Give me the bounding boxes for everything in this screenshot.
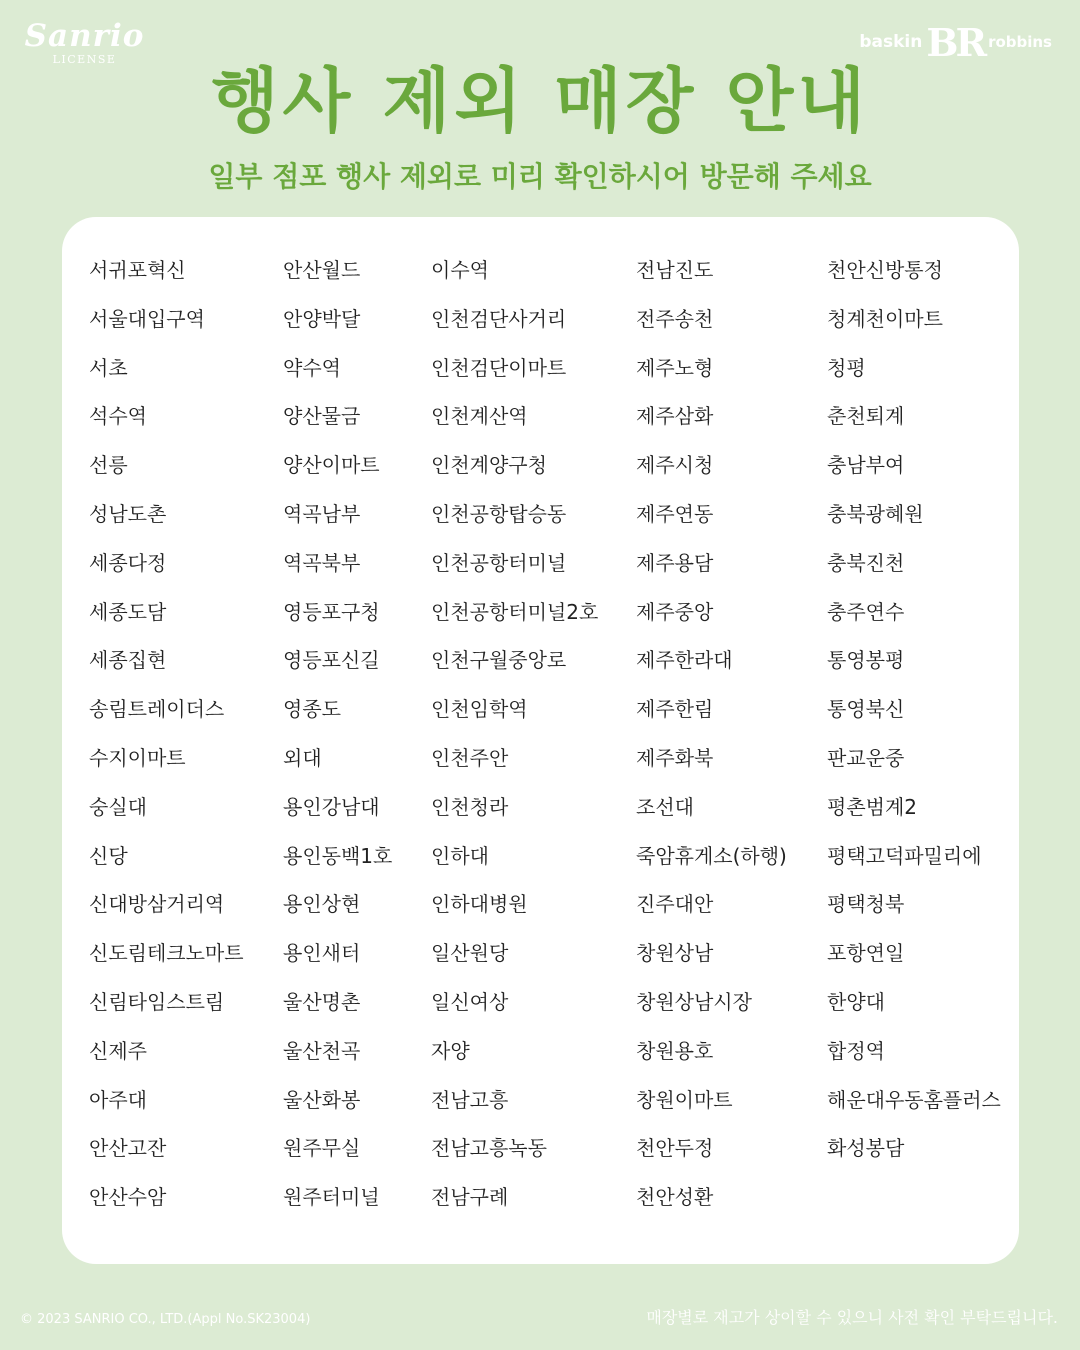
store-item: 외대 xyxy=(283,745,322,770)
store-item: 아주대 xyxy=(89,1087,147,1112)
store-item: 판교운중 xyxy=(827,745,905,770)
store-item: 평택고덕파밀리에 xyxy=(827,843,982,868)
store-item: 양산이마트 xyxy=(283,453,380,478)
store-item: 용인새터 xyxy=(283,941,361,966)
store-item: 인천검단사거리 xyxy=(431,306,567,331)
store-item: 춘천퇴계 xyxy=(827,404,905,429)
store-item: 안산수암 xyxy=(89,1185,167,1210)
store-item: 안산고잔 xyxy=(89,1136,167,1161)
store-item: 충남부여 xyxy=(827,453,905,478)
store-item: 인천공항탑승동 xyxy=(431,501,567,526)
store-item: 천안성환 xyxy=(636,1185,714,1210)
store-item: 신림타임스트림 xyxy=(89,989,225,1014)
store-item: 역곡남부 xyxy=(283,501,361,526)
store-item: 서귀포혁신 xyxy=(89,258,186,282)
store-item: 용인강남대 xyxy=(283,794,380,819)
page-subtitle: 일부 점포 행사 제외로 미리 확인하시어 방문해 주세요 xyxy=(208,160,872,193)
store-item: 일신여상 xyxy=(431,989,509,1014)
store-item: 영종도 xyxy=(283,697,341,722)
store-item: 양산물금 xyxy=(283,404,361,429)
store-item: 석수역 xyxy=(89,404,147,429)
store-item: 진주대안 xyxy=(636,892,714,917)
store-item: 제주연동 xyxy=(636,501,714,526)
store-item: 선릉 xyxy=(89,453,128,478)
store-item: 제주한림 xyxy=(636,697,714,722)
store-column-3 xyxy=(431,252,598,1228)
store-item: 창원상남 xyxy=(636,941,714,966)
store-item: 인천공항터미널2호 xyxy=(431,599,599,624)
copyright-text: © 2023 SANRIO CO., LTD.(Appl No.SK23004) xyxy=(20,1312,311,1327)
store-item: 평택청북 xyxy=(827,892,905,917)
store-item: 합정역 xyxy=(827,1038,885,1063)
store-item: 서초 xyxy=(89,355,128,380)
br-logo-left: baskin xyxy=(859,32,923,52)
store-item: 울산천곡 xyxy=(283,1038,361,1063)
store-column-5 xyxy=(827,252,1001,1179)
sanrio-logo-word: Sanrio xyxy=(24,18,145,54)
store-item: 제주중앙 xyxy=(636,599,714,624)
store-item: 제주화북 xyxy=(636,745,714,770)
page-title: 행사 제외 매장 안내 xyxy=(210,60,870,142)
store-item: 조선대 xyxy=(636,794,694,819)
store-item: 울산명촌 xyxy=(283,989,361,1014)
store-item: 인천검단이마트 xyxy=(431,355,567,380)
store-item: 충북진천 xyxy=(827,550,905,575)
sanrio-logo-sub: LICENSE xyxy=(52,53,117,66)
store-item: 창원이마트 xyxy=(636,1087,733,1112)
store-list-card xyxy=(62,217,1019,1264)
store-item: 제주한라대 xyxy=(636,648,733,673)
store-column-2 xyxy=(283,252,392,1228)
store-item: 인천주안 xyxy=(431,745,509,770)
store-column-1 xyxy=(89,252,244,1228)
store-item: 제주노형 xyxy=(636,355,714,380)
store-item: 자양 xyxy=(431,1038,470,1063)
store-item: 역곡북부 xyxy=(283,550,361,575)
store-item: 안양박달 xyxy=(283,306,361,331)
store-item: 전남진도 xyxy=(636,258,714,282)
br-logo-mark: BR xyxy=(926,19,985,65)
store-item: 영등포신길 xyxy=(283,648,380,673)
store-item: 신대방삼거리역 xyxy=(89,892,225,917)
store-item: 청평 xyxy=(827,355,866,380)
store-item: 인하대병원 xyxy=(431,892,528,917)
br-logo-right: robbins xyxy=(988,33,1052,51)
store-item: 청계천이마트 xyxy=(827,306,943,331)
store-item: 원주터미널 xyxy=(283,1185,380,1210)
store-item: 전남구례 xyxy=(431,1185,509,1210)
store-item: 인천구월중앙로 xyxy=(431,648,567,673)
store-item: 천안두정 xyxy=(636,1136,714,1161)
store-item: 제주시청 xyxy=(636,453,714,478)
store-item: 용인상현 xyxy=(283,892,361,917)
store-item: 일산원당 xyxy=(431,941,509,966)
store-item: 성남도촌 xyxy=(89,501,167,526)
store-item: 울산화봉 xyxy=(283,1087,361,1112)
store-item: 충주연수 xyxy=(827,599,905,624)
footer-notice: 매장별로 재고가 상이할 수 있으니 사전 확인 부탁드립니다. xyxy=(646,1308,1058,1327)
store-column-4 xyxy=(636,252,787,1228)
store-item: 세종집현 xyxy=(89,648,167,673)
store-item: 전남고흥 xyxy=(431,1087,509,1112)
store-item: 인천청라 xyxy=(431,794,509,819)
store-item: 죽암휴게소(하행) xyxy=(636,843,787,868)
store-item: 한양대 xyxy=(827,989,885,1014)
store-item: 해운대우동홈플러스 xyxy=(827,1087,1001,1112)
store-item: 통영북신 xyxy=(827,697,905,722)
store-item: 수지이마트 xyxy=(89,745,186,770)
store-item: 통영봉평 xyxy=(827,648,905,673)
store-item: 이수역 xyxy=(431,258,489,282)
store-item: 신제주 xyxy=(89,1038,147,1063)
store-item: 천안신방통정 xyxy=(827,258,943,282)
store-item: 용인동백1호 xyxy=(283,843,393,868)
store-item: 원주무실 xyxy=(283,1136,361,1161)
store-item: 평촌범계2 xyxy=(827,794,918,819)
store-item: 제주삼화 xyxy=(636,404,714,429)
store-item: 인하대 xyxy=(431,843,489,868)
store-item: 약수역 xyxy=(283,355,341,380)
store-item: 포항연일 xyxy=(827,941,905,966)
store-item: 신도림테크노마트 xyxy=(89,941,244,966)
store-item: 전주송천 xyxy=(636,306,714,331)
store-item: 영등포구청 xyxy=(283,599,380,624)
store-item: 인천공항터미널 xyxy=(431,550,567,575)
store-item: 인천계산역 xyxy=(431,404,528,429)
store-item: 송림트레이더스 xyxy=(89,697,225,722)
store-item: 세종도담 xyxy=(89,599,167,624)
store-item: 세종다정 xyxy=(89,550,167,575)
store-item: 충북광혜원 xyxy=(827,501,924,526)
store-item: 신당 xyxy=(89,843,128,868)
store-item: 화성봉담 xyxy=(827,1136,905,1161)
store-item: 안산월드 xyxy=(283,258,361,282)
store-item: 창원용호 xyxy=(636,1038,714,1063)
store-item: 인천계양구청 xyxy=(431,453,547,478)
store-item: 인천임학역 xyxy=(431,697,528,722)
store-item: 서울대입구역 xyxy=(89,306,205,331)
store-item: 숭실대 xyxy=(89,794,147,819)
store-item: 전남고흥녹동 xyxy=(431,1136,547,1161)
store-item: 창원상남시장 xyxy=(636,989,752,1014)
store-item: 제주용담 xyxy=(636,550,714,575)
